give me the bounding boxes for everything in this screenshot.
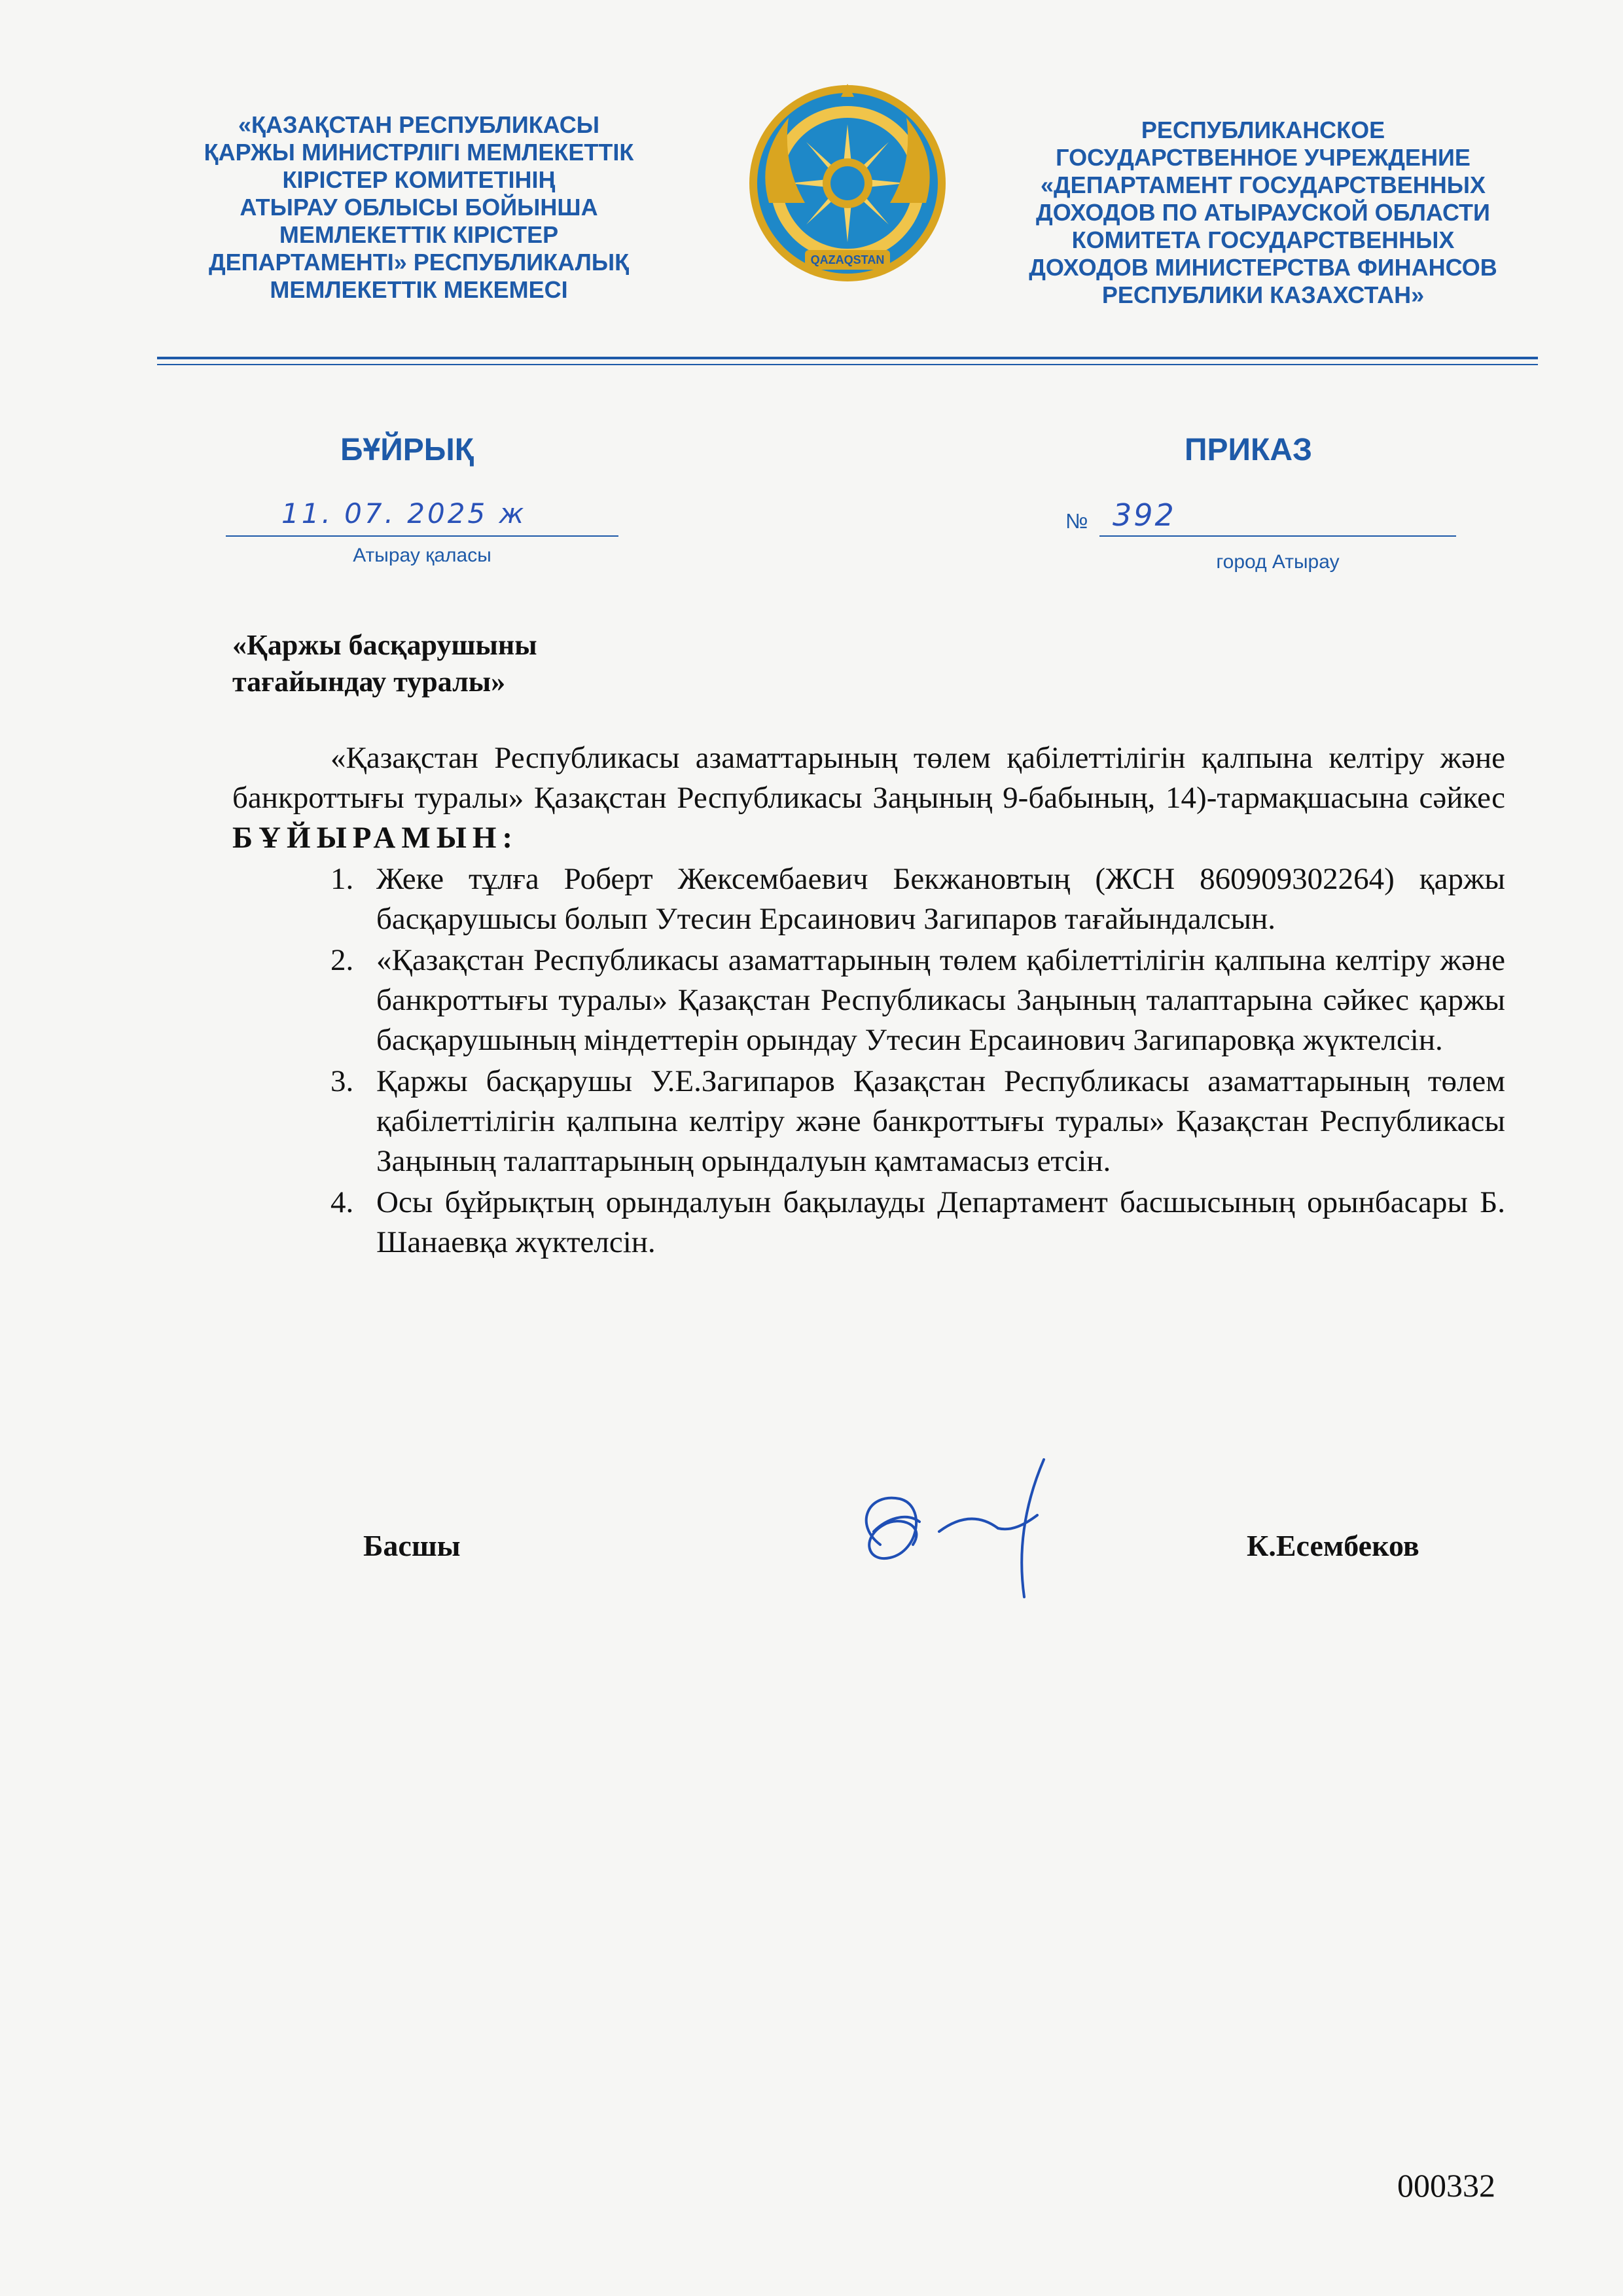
handwritten-signature (828, 1453, 1090, 1610)
number-handwritten: 392 (1113, 497, 1176, 533)
order-body (232, 738, 1505, 1264)
letterhead-ru-line: РЕСПУБЛИКАНСКОЕ (1141, 117, 1385, 143)
city-ru: город Атырау (1216, 551, 1340, 573)
signatory-title: Басшы (363, 1529, 461, 1562)
letterhead-kz-line: МЕМЛЕКЕТТІК МЕКЕМЕСІ (270, 276, 568, 303)
letterhead-ru (995, 117, 1531, 309)
letterhead-ru-line: КОМИТЕТА ГОСУДАРСТВЕННЫХ (1071, 226, 1455, 253)
header-divider-thin (157, 364, 1538, 365)
order-item (330, 941, 1505, 1060)
letterhead-ru-line: ГОСУДАРСТВЕННОЕ УЧРЕЖДЕНИЕ (1056, 144, 1471, 171)
subject-line: «Қаржы басқарушыны (232, 629, 537, 661)
document-number: 000332 (1397, 2167, 1495, 2204)
letterhead-ru-line: РЕСПУБЛИКИ КАЗАХСТАН» (1101, 281, 1425, 308)
item-text: Қаржы басқарушы У.Е.Загипаров Қазақстан Республикасы азаматтарының төлем қабілеттілігін қалпына келтіру және банкроттығы туралы» Қазақстан Республикасы Заңының талаптарының орындалуын қамтамасыз етсін. (376, 1064, 1505, 1178)
letterhead-ru-line: «ДЕПАРТАМЕНТ ГОСУДАРСТВЕННЫХ (1041, 171, 1486, 198)
preamble-paragraph (232, 738, 1505, 858)
letterhead-kz-line: АТЫРАУ ОБЛЫСЫ БОЙЫНША (240, 194, 598, 221)
letterhead-kz-line: «ҚАЗАҚСТАН РЕСПУБЛИКАСЫ (238, 111, 600, 138)
letterhead-kz-line: МЕМЛЕКЕТТІК КІРІСТЕР (279, 221, 559, 248)
item-text: «Қазақстан Республикасы азаматтарының төлем қабілеттілігін қалпына келтіру және банкроттығы туралы» Қазақстан Республикасы Заңының талаптарына сәйкес қаржы басқарушының міндеттерін орындау Утесин Ерсаинович Загипаровқа жүктелсін. (376, 943, 1505, 1057)
title-kz: БҰЙРЫҚ (340, 433, 474, 467)
letterhead-kz (157, 111, 681, 304)
header-divider (157, 357, 1538, 359)
order-items (232, 859, 1505, 1263)
title-ru: ПРИКАЗ (1185, 433, 1313, 467)
state-emblem-icon (743, 79, 952, 288)
subject-line: тағайындау туралы» (232, 666, 506, 698)
preamble-text: «Қазақстан Республикасы азаматтарының төлем қабілеттілігін қалпына келтіру және банкроттығы туралы» Қазақстан Республикасы Заңының 9-бабының, 14)-тармақшасына сәйкес (232, 741, 1505, 815)
city-kz: Атырау қаласы (353, 545, 491, 566)
letterhead-kz-line: ДЕПАРТАМЕНТІ» РЕСПУБЛИКАЛЫҚ (208, 249, 630, 276)
order-item (330, 1183, 1505, 1263)
date-underline (226, 535, 618, 537)
signatory-name: К.Есембеков (1247, 1529, 1419, 1562)
letterhead-ru-line: ДОХОДОВ МИНИСТЕРСТВА ФИНАНСОВ (1029, 254, 1497, 281)
order-subject (232, 627, 625, 700)
item-number: 2. (330, 943, 354, 977)
item-number: 4. (330, 1185, 354, 1219)
order-item (330, 859, 1505, 939)
date-handwritten: 11. 07. 2025 ж (281, 497, 527, 529)
number-sign: № (1065, 509, 1088, 533)
item-number: 1. (330, 862, 354, 896)
number-underline (1099, 535, 1456, 537)
item-number: 3. (330, 1064, 354, 1098)
letterhead-kz-line: ҚАРЖЫ МИНИСТРЛІГІ МЕМЛЕКЕТТІК (204, 139, 634, 166)
letterhead-ru-line: ДОХОДОВ ПО АТЫРАУСКОЙ ОБЛАСТИ (1036, 199, 1490, 226)
order-item (330, 1062, 1505, 1181)
item-text: Жеке тұлға Роберт Жексембаевич Бекжановтың (ЖСН 860909302264) қаржы басқарушысы болып Утесин Ерсаинович Загипаров тағайындалсын. (376, 862, 1505, 936)
letterhead-kz-line: КІРІСТЕР КОМИТЕТІНІҢ (282, 166, 556, 193)
item-text: Осы бұйрықтың орындалуын бақылауды Департамент басшысының орынбасары Б. Шанаевқа жүктелсін. (376, 1185, 1505, 1259)
order-word: БҰЙЫРАМЫН: (232, 821, 519, 855)
emblem-text: QAZAQSTAN (810, 253, 885, 266)
